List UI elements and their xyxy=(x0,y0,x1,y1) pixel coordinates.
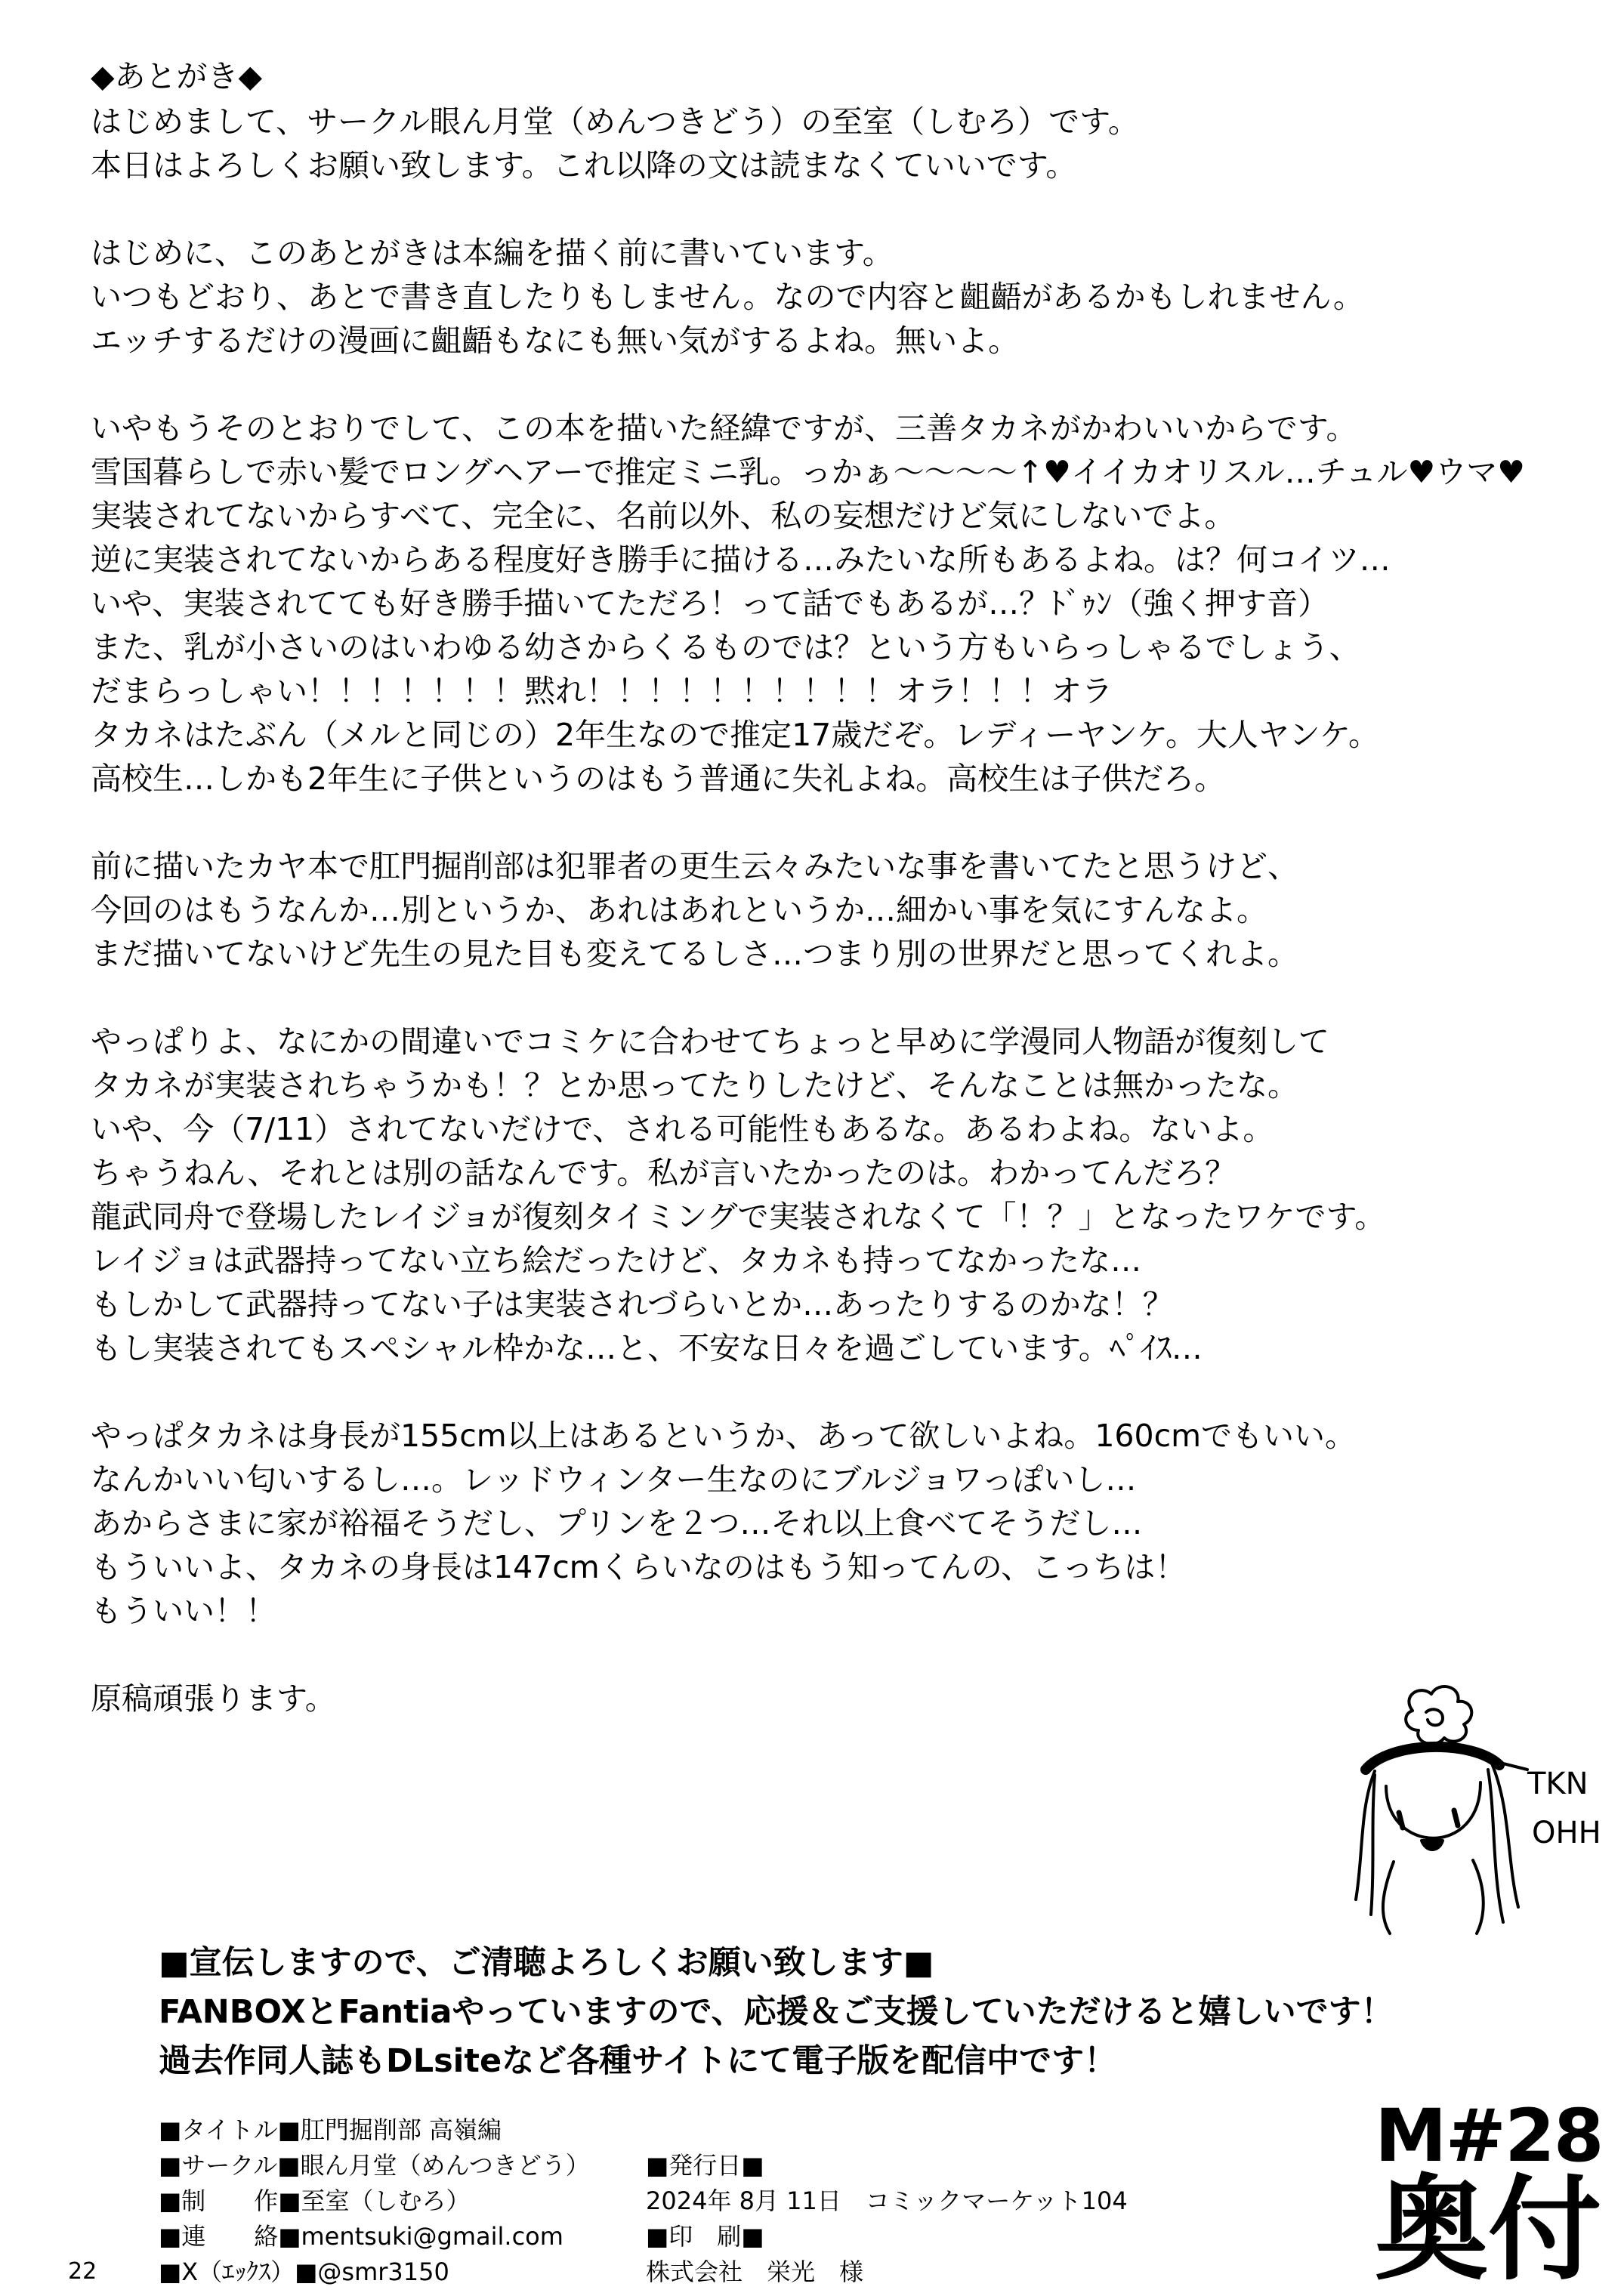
afterword-heading: ◆あとがき◆ xyxy=(91,58,263,94)
afterword-line: はじめまして、サークル眼ん月堂（めんつきどう）の至室（しむろ）です。 xyxy=(91,103,1139,140)
afterword-line: いつもどおり、あとで書き直したりもしません。なので内容と齟齬があるかもしれません。 xyxy=(91,279,1364,315)
afterword-line: もういいよ、タカネの身長は147cmくらいなのはもう知ってんの、こっちは！ xyxy=(91,1549,1187,1585)
afterword-line: もういい！！ xyxy=(91,1593,276,1629)
colophon-date-value: 2024年 8月 11日 コミックマーケット104 xyxy=(646,2186,1128,2215)
afterword-line: 本日はよろしくお願い致します。これ以降の文は読まなくていいです。 xyxy=(91,147,1077,184)
sketch-caption-2: OHH xyxy=(1532,1816,1601,1850)
afterword-line: また、乳が小さいのはいわゆる幼さからくるものでは？という方もいらっしゃるでしょう、 xyxy=(91,629,1360,665)
afterword-line: もし実装されてもスペシャル枠かな…と、不安な日々を過ごしています。ﾍﾟｲｽ… xyxy=(91,1330,1203,1366)
colophon-printer-label: ■印 刷■ xyxy=(646,2222,764,2251)
afterword-line: 実装されてないからすべて、完全に、名前以外、私の妄想だけど気にしないでよ。 xyxy=(91,498,1236,534)
hairband xyxy=(1366,1747,1499,1770)
promo-line-1: FANBOXとFantiaやっていますので、応援＆ご支援していただけると嬉しいです！ xyxy=(159,1993,1394,2031)
afterword-line: やっぱタカネは身長が155cm以上はあるというか、あって欲しいよね。160cmでもいい。 xyxy=(91,1418,1357,1454)
afterword-line: もしかして武器持ってない子は実装されづらいとか…あったりするのかな！？ xyxy=(91,1286,1174,1322)
colophon-x-account: ■X（ｴｯｸｽ）■@smr3150 xyxy=(159,2257,449,2286)
colophon-contact: ■連 絡■mentsuki@gmail.com xyxy=(159,2222,563,2251)
afterword-line: 高校生…しかも2年生に子供というのはもう普通に失礼よね。高校生は子供だろ。 xyxy=(91,761,1226,797)
colophon-title: ■タイトル■肛門掘削部 高嶺編 xyxy=(159,2115,502,2144)
mouth xyxy=(1422,1841,1443,1850)
sketch-caption-1: TKN xyxy=(1527,1767,1588,1801)
afterword-line: レイジョは武器持ってない立ち絵だったけど、タカネも持ってなかったな… xyxy=(91,1242,1142,1279)
afterword-line: まだ描いてないけど先生の見た目も変えてるしさ…つまり別の世界だと思ってくれよ。 xyxy=(91,936,1298,972)
colophon-date-label: ■発行日■ xyxy=(646,2151,764,2180)
promo-title: ■宣伝しますので、ご清聴よろしくお願い致します■ xyxy=(159,1944,934,1982)
okuzuke-label: 奥付 xyxy=(1375,2165,1602,2296)
colophon-printer-value: 株式会社 栄光 様 xyxy=(646,2257,864,2286)
afterword-line: いや、今（7/11）されてないだけで、される可能性もあるな。あるわよね。ないよ。 xyxy=(91,1111,1274,1147)
colophon-author: ■制 作■至室（しむろ） xyxy=(159,2186,471,2215)
character-sketch xyxy=(1329,1680,1601,1937)
afterword-line: いやもうそのとおりでして、この本を描いた経緯ですが、三善タカネがかわいいからです。 xyxy=(91,410,1357,446)
face-outline xyxy=(1386,1782,1480,1838)
afterword-line: 雪国暮らしで赤い髪でロングヘアーで推定ミニ乳。っかぁ〜〜〜〜↑♥イイカオリスル…チュル♥ウマ♥ xyxy=(91,454,1526,490)
afterword-line: いや、実装されてても好き勝手描いてただろ！って話でもあるが…？ﾄﾞｩﾝ（強く押す音） xyxy=(91,585,1329,622)
issue-number: M#28 xyxy=(1375,2094,1603,2178)
colophon-circle: ■サークル■眼ん月堂（めんつきどう） xyxy=(159,2151,590,2180)
afterword-line: はじめに、このあとがきは本編を描く前に書いています。 xyxy=(91,235,894,271)
afterword-line: やっぱりよ、なにかの間違いでコミケに合わせてちょっと早めに学漫同人物語が復刻して xyxy=(91,1023,1329,1060)
afterword-line: 龍武同舟で登場したレイジョが復刻タイミングで実装されなくて「！？」となったワケです。 xyxy=(91,1199,1386,1235)
afterword-line: ちゃうねん、それとは別の話なんです。私が言いたかったのは。わかってんだろ？ xyxy=(91,1155,1237,1191)
afterword-line: タカネはたぶん（メルと同じの）2年生なので推定17歳だぞ。レディーヤンケ。大人ヤンケ。 xyxy=(91,717,1379,753)
afterword-line: 逆に実装されてないからある程度好き勝手に描ける…みたいな所もあるよね。は？何コイツ… xyxy=(91,542,1391,578)
hair-flower-ornament xyxy=(1406,1687,1471,1744)
afterword-line: だまらっしゃい！！！！！！！黙れ！！！！！！！！！！オラ！！！オラ xyxy=(91,673,1113,709)
afterword-line: 原稿頑張ります。 xyxy=(91,1680,336,1717)
afterword-line: 今回のはもうなんか…別というか、あれはあれというか…細かい事を気にすんなよ。 xyxy=(91,892,1267,928)
afterword-line: エッチするだけの漫画に齟齬もなにも無い気がするよね。無いよ。 xyxy=(91,322,1020,359)
afterword-line: 前に描いたカヤ本で肛門掘削部は犯罪者の更生云々みたいな事を書いてたと思うけど、 xyxy=(91,848,1298,884)
afterword-line: タカネが実装されちゃうかも！？とか思ってたりしたけど、そんなことは無かったな。 xyxy=(91,1067,1298,1103)
afterword-line: なんかいい匂いするし…。レッドウィンター生なのにブルジョワっぽいし… xyxy=(91,1461,1137,1498)
page-number: 22 xyxy=(68,2258,97,2285)
okuzuke-mark xyxy=(1375,2094,1603,2296)
promo-line-2: 過去作同人誌もDLsiteなど各種サイトにて電子版を配信中です！ xyxy=(159,2042,1117,2080)
afterword-line: あからさまに家が裕福そうだし、プリンを２つ…それ以上食べてそうだし… xyxy=(91,1505,1143,1541)
